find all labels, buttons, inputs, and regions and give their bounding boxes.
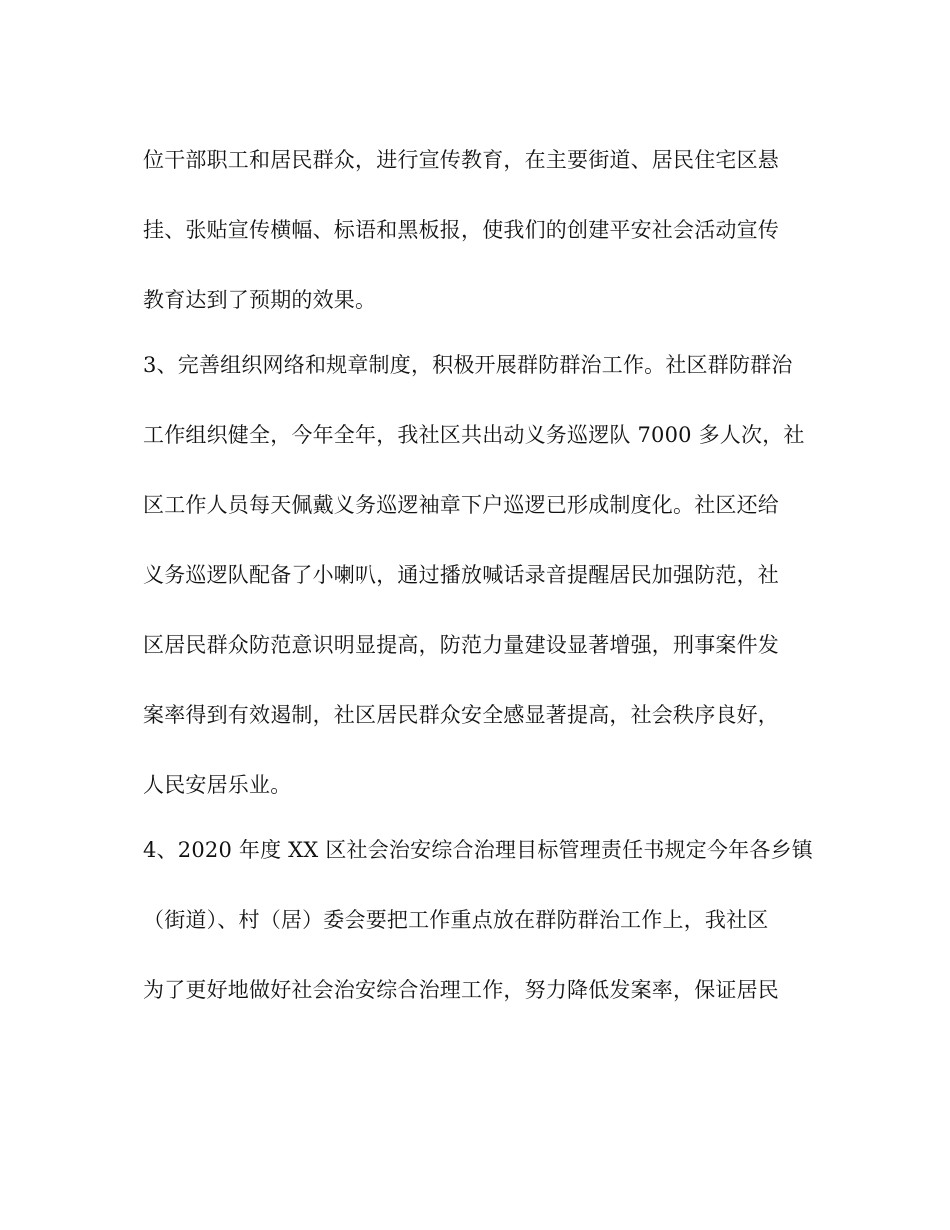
text-line: 教育达到了预期的效果。 xyxy=(143,288,377,312)
text-line: （街道）、村（居）委会要把工作重点放在群防群治工作上，我社区 xyxy=(143,908,769,932)
text-line: 区工作人员每天佩戴义务巡逻袖章下户巡逻已形成制度化。社区还给 xyxy=(143,493,779,517)
text-line: 工作组织健全，今年全年，我社区共出动义务巡逻队 7000 多人次，社 xyxy=(143,423,805,447)
text-line: 人民安居乐业。 xyxy=(143,773,292,797)
text-line: 区居民群众防范意识明显提高，防范力量建设显著增强，刑事案件发 xyxy=(143,633,779,657)
text-line: 为了更好地做好社会治安综合治理工作，努力降低发案率，保证居民 xyxy=(143,978,779,1002)
text-line: 案率得到有效遏制，社区居民群众安全感显著提高，社会秩序良好， xyxy=(143,703,779,727)
text-line: 位干部职工和居民群众，进行宣传教育，在主要街道、居民住宅区悬 xyxy=(143,148,779,172)
text-line: 义务巡逻队配备了小喇叭，通过播放喊话录音提醒居民加强防范，社 xyxy=(143,563,779,587)
text-line: 挂、张贴宣传横幅、标语和黑板报，使我们的创建平安社会活动宣传 xyxy=(143,218,779,242)
text-line: 3、完善组织网络和规章制度，积极开展群防群治工作。社区群防群治 xyxy=(143,353,793,377)
text-line: 4、2020 年度 XX 区社会治安综合治理目标管理责任书规定今年各乡镇 xyxy=(143,838,813,862)
